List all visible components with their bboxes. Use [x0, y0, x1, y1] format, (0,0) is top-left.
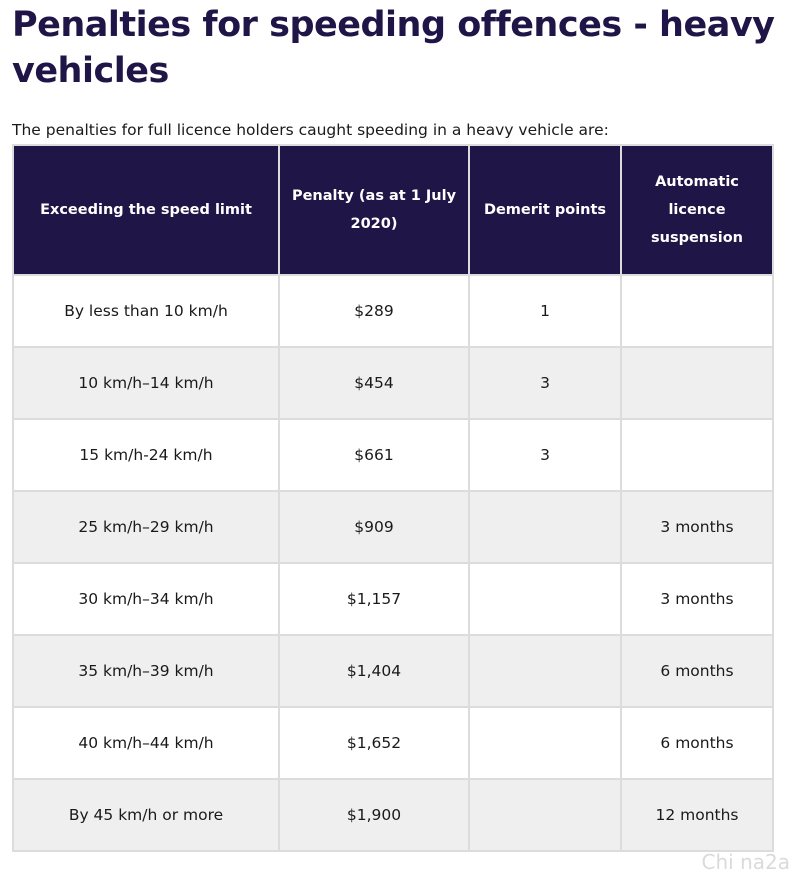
table-row — [13, 563, 773, 635]
cell-suspension: 3 months — [621, 563, 773, 635]
cell-demerit: 3 — [469, 419, 621, 491]
cell-suspension: 12 months — [621, 779, 773, 851]
cell-speed: 40 km/h–44 km/h — [13, 707, 279, 779]
cell-penalty: $1,900 — [279, 779, 469, 851]
cell-demerit — [469, 779, 621, 851]
cell-demerit — [469, 707, 621, 779]
cell-speed: 35 km/h–39 km/h — [13, 635, 279, 707]
header-demerit: Demerit points — [469, 145, 621, 275]
intro-text: The penalties for full licence holders caught speeding in a heavy vehicle are: — [12, 121, 609, 139]
table-row — [13, 347, 773, 419]
cell-speed: By 45 km/h or more — [13, 779, 279, 851]
cell-penalty: $289 — [279, 275, 469, 347]
cell-penalty: $1,652 — [279, 707, 469, 779]
cell-suspension: 6 months — [621, 635, 773, 707]
table-row — [13, 635, 773, 707]
cell-demerit — [469, 563, 621, 635]
cell-penalty: $661 — [279, 419, 469, 491]
penalties-table — [12, 144, 774, 852]
cell-speed: By less than 10 km/h — [13, 275, 279, 347]
table-header-row — [13, 145, 773, 275]
table-row — [13, 707, 773, 779]
cell-penalty: $1,404 — [279, 635, 469, 707]
cell-demerit — [469, 491, 621, 563]
cell-speed: 10 km/h–14 km/h — [13, 347, 279, 419]
cell-suspension — [621, 347, 773, 419]
cell-penalty: $454 — [279, 347, 469, 419]
header-suspension: Automatic licence suspension — [621, 145, 773, 275]
cell-suspension — [621, 275, 773, 347]
cell-suspension: 3 months — [621, 491, 773, 563]
watermark: Chi na2a — [701, 850, 790, 874]
table-row — [13, 275, 773, 347]
cell-suspension: 6 months — [621, 707, 773, 779]
cell-speed: 25 km/h–29 km/h — [13, 491, 279, 563]
cell-suspension — [621, 419, 773, 491]
table-row — [13, 491, 773, 563]
cell-speed: 30 km/h–34 km/h — [13, 563, 279, 635]
cell-demerit — [469, 635, 621, 707]
header-penalty: Penalty (as at 1 July 2020) — [279, 145, 469, 275]
table-row — [13, 419, 773, 491]
cell-demerit: 3 — [469, 347, 621, 419]
cell-penalty: $1,157 — [279, 563, 469, 635]
table-row — [13, 779, 773, 851]
cell-speed: 15 km/h-24 km/h — [13, 419, 279, 491]
cell-demerit: 1 — [469, 275, 621, 347]
header-speed: Exceeding the speed limit — [13, 145, 279, 275]
page-title: Penalties for speeding offences - heavy vehicles — [12, 5, 775, 91]
cell-penalty: $909 — [279, 491, 469, 563]
